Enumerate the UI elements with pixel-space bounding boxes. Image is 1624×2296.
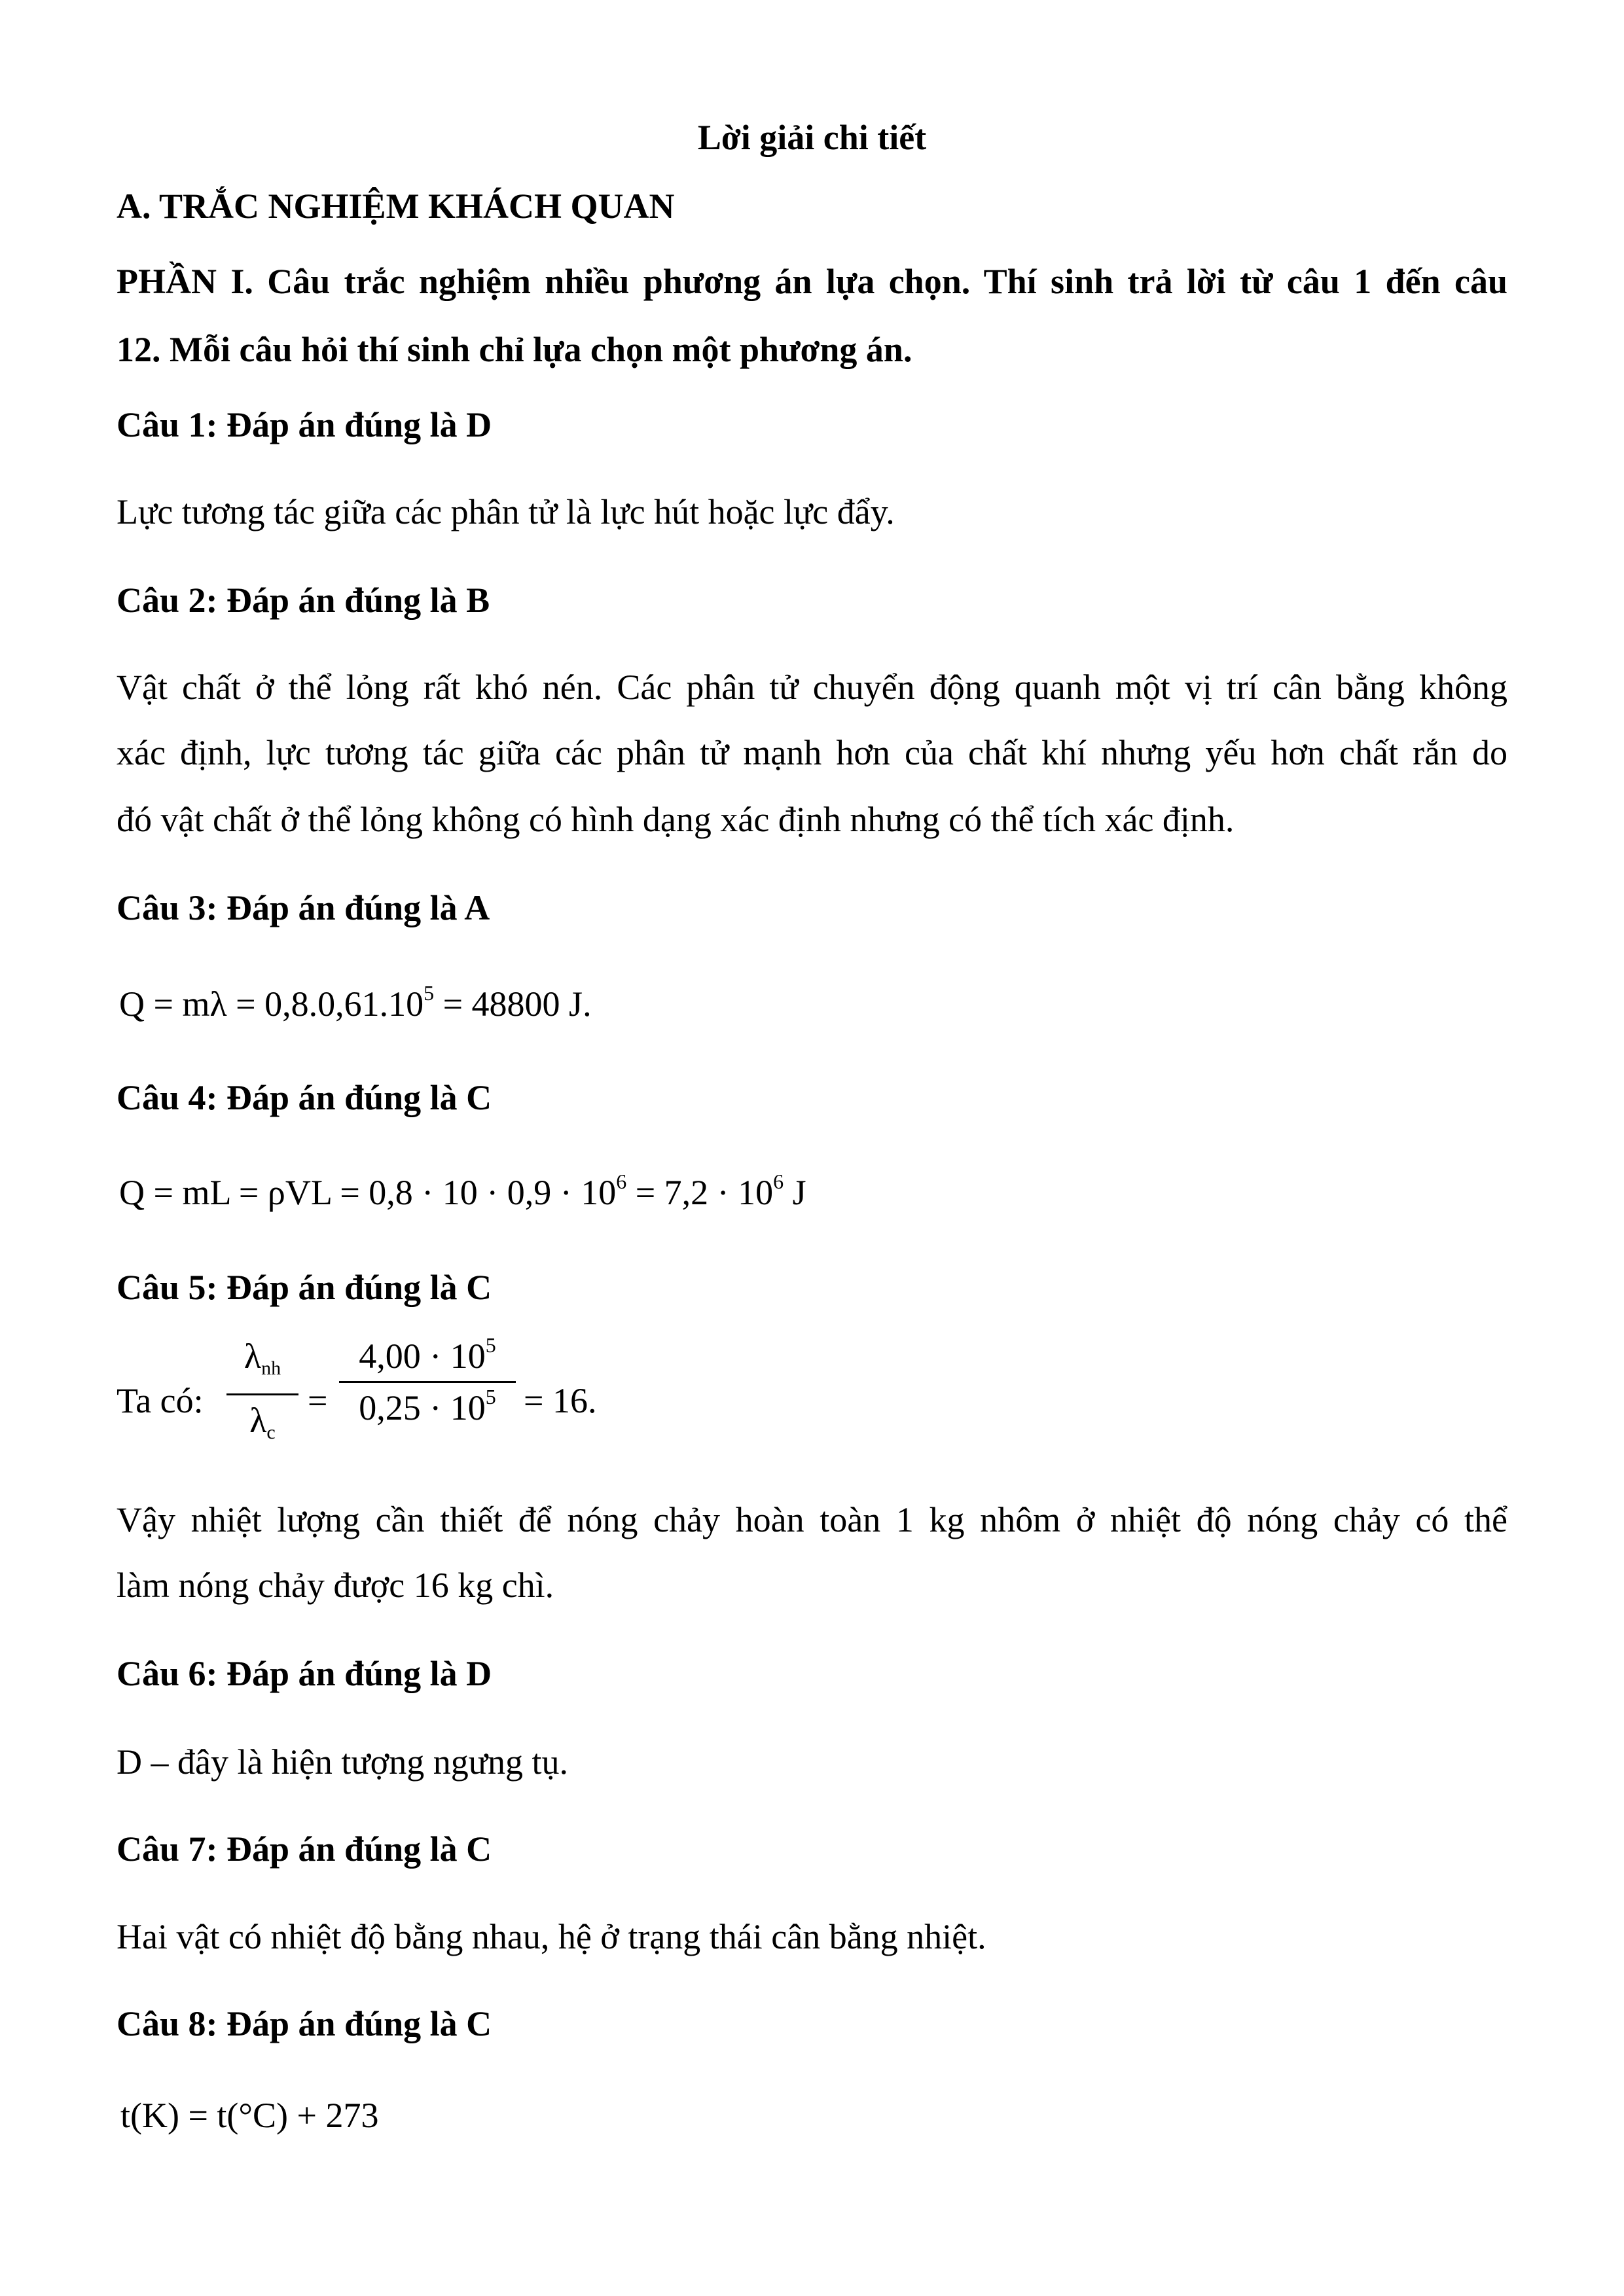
denominator-value: 0,25 · 10 xyxy=(359,1388,486,1427)
fraction-denominator xyxy=(226,1395,298,1454)
exponent: 5 xyxy=(485,1333,496,1357)
equation-result: = 16. xyxy=(524,1381,597,1420)
equation-label: Ta có: xyxy=(117,1381,204,1420)
lambda-symbol: λ xyxy=(249,1401,267,1440)
question-8-heading: Câu 8: Đáp án đúng là C xyxy=(117,2004,492,2043)
question-3-equation xyxy=(119,983,592,1025)
part-heading-line-2: 12. Mỗi câu hỏi thí sinh chỉ lựa chọn một phương án. xyxy=(117,330,912,369)
exponent: 6 xyxy=(773,1170,784,1193)
subscript: c xyxy=(266,1422,276,1443)
question-1-text: Lực tương tác giữa các phân tử là lực hút hoặc lực đẩy. xyxy=(117,492,895,531)
question-2-line-1: Vật chất ở thể lỏng rất khó nén. Các phân tử chuyển động quanh một vị trí cân bằng không xyxy=(117,668,1507,707)
numerator-value: 4,00 · 10 xyxy=(359,1336,486,1376)
question-1-heading: Câu 1: Đáp án đúng là D xyxy=(117,405,492,444)
question-5-heading: Câu 5: Đáp án đúng là C xyxy=(117,1268,492,1307)
equation-part: = 7,2 · 10 xyxy=(626,1173,774,1212)
question-4-equation xyxy=(119,1172,806,1213)
question-5-line-1: Vậy nhiệt lượng cần thiết để nóng chảy hoàn toàn 1 kg nhôm ở nhiệt độ nóng chảy có thể xyxy=(117,1500,1507,1539)
exponent: 6 xyxy=(616,1170,627,1193)
question-6-text: D – đây là hiện tượng ngưng tụ. xyxy=(117,1742,569,1782)
page-title: Lời giải chi tiết xyxy=(697,118,927,157)
question-7-text: Hai vật có nhiệt độ bằng nhau, hệ ở trạng thái cân bằng nhiệt. xyxy=(117,1917,986,1956)
equation-part: = 48800 J. xyxy=(434,984,592,1024)
lambda-symbol: λ xyxy=(244,1336,262,1376)
fraction-lambda-ratio xyxy=(226,1335,298,1454)
question-5-line-2: làm nóng chảy được 16 kg chì. xyxy=(117,1566,554,1605)
exponent: 5 xyxy=(424,981,435,1005)
fraction-denominator xyxy=(339,1383,516,1429)
section-heading: A. TRẮC NGHIỆM KHÁCH QUAN xyxy=(117,187,675,226)
exponent: 5 xyxy=(485,1385,496,1408)
equation-part: J xyxy=(784,1173,806,1212)
question-8-equation: t(K) = t(°C) + 273 xyxy=(120,2096,379,2135)
subscript: nh xyxy=(261,1357,281,1379)
equals-sign: = xyxy=(308,1381,328,1420)
question-6-heading: Câu 6: Đáp án đúng là D xyxy=(117,1654,492,1693)
question-2-heading: Câu 2: Đáp án đúng là B xyxy=(117,581,490,620)
question-2-line-2: xác định, lực tương tác giữa các phân tử mạnh hơn của chất khí nhưng yếu hơn chất rắn do xyxy=(117,733,1507,772)
question-7-heading: Câu 7: Đáp án đúng là C xyxy=(117,1829,492,1869)
equation-part: Q = mL = ρVL = 0,8 · 10 · 0,9 · 10 xyxy=(119,1173,617,1212)
part-heading-line-1: PHẦN I. Câu trắc nghiệm nhiều phương án lựa chọn. Thí sinh trả lời từ câu 1 đến câu xyxy=(117,262,1507,301)
equation-part: Q = mλ = 0,8.0,61.10 xyxy=(119,984,424,1024)
fraction-numerator xyxy=(339,1335,516,1381)
fraction-values xyxy=(339,1335,516,1429)
fraction-numerator xyxy=(226,1335,298,1393)
question-2-line-3: đó vật chất ở thể lỏng không có hình dạng xác định nhưng có thể tích xác định. xyxy=(117,800,1235,839)
question-4-heading: Câu 4: Đáp án đúng là C xyxy=(117,1078,492,1117)
question-3-heading: Câu 3: Đáp án đúng là A xyxy=(117,888,490,927)
